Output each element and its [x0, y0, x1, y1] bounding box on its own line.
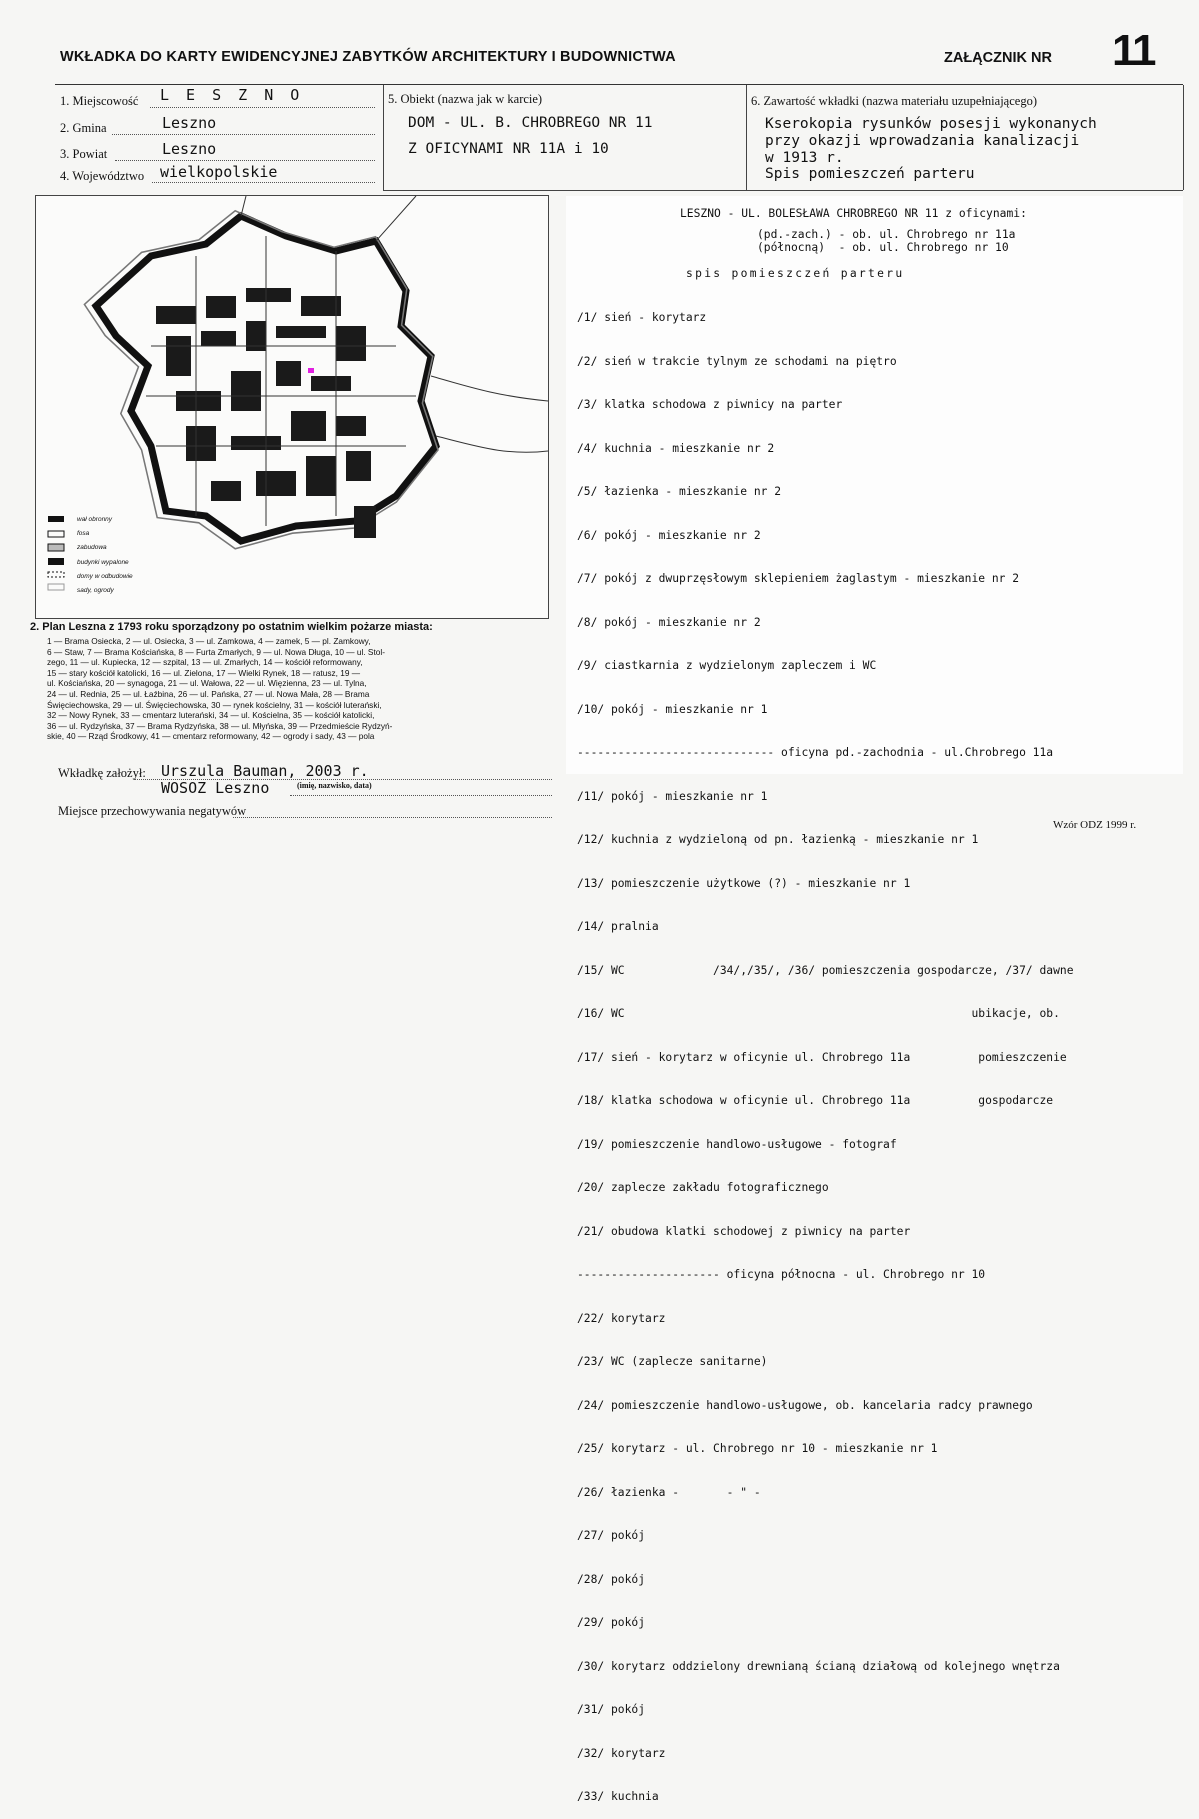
room-line: /2/ sień w trakcie tylnym ze schodami na piętro: [577, 354, 897, 368]
annex-number: 11: [1112, 26, 1155, 75]
caption-line: 36 — ul. Rydzyńska, 37 — Brama Rydzyńska, 38 — ul. Młyńska, 39 — Przedmieście Rydzyń-: [47, 720, 393, 731]
room-line: /8/ pokój - mieszkanie nr 2: [577, 615, 761, 629]
map-caption-legend: [47, 636, 547, 742]
room-line: /18/ klatka schodowa w oficynie ul. Chrobrego 11a gospodarcze: [577, 1094, 1054, 1107]
contents-line-4: Spis pomieszczeń parteru: [765, 166, 975, 182]
room-line: /10/ pokój - mieszkanie nr 1: [577, 702, 768, 716]
column-divider-2: [746, 85, 747, 190]
room-line: /14/ pralnia: [577, 920, 659, 933]
legend-label: domy w odbudowie: [77, 572, 133, 580]
info-bottom-line: [383, 190, 1183, 191]
map-legend-labels: [77, 513, 133, 598]
rooms-heading: spis pomieszczeń parteru: [686, 267, 905, 280]
room-line: /33/ kuchnia: [577, 1790, 659, 1803]
room-line: /22/ korytarz: [577, 1311, 666, 1325]
room-line: /16/ WC ubikacje, ob.: [577, 1007, 1060, 1020]
author-org: WOSOZ Leszno: [161, 779, 270, 797]
room-line: /30/ korytarz oddzielony drewnianą ścianą działową od kolejnego wnętrza: [577, 1659, 1060, 1673]
caption-line: 24 — ul. Rednia, 25 — ul. Łaźbina, 26 — ul. Pańska, 27 — ul. Nowa Mała, 28 — Brama: [47, 688, 370, 699]
room-line: /17/ sień - korytarz w oficynie ul. Chrobrego 11a pomieszczenie: [577, 1050, 1067, 1064]
caption-line: zego, 11 — ul. Kupiecka, 12 — szpital, 13 — ul. Zmarłych, 14 — kościół reformowany,: [47, 657, 363, 668]
rooms-subtitle-1: (pd.-zach.) - ob. ul. Chrobrego nr 11a: [757, 228, 1016, 241]
author-label: Wkładkę założył:: [58, 766, 146, 780]
room-line: /19/ pomieszczenie handlowo-usługowe - fotograf: [577, 1137, 897, 1151]
room-line: /21/ obudowa klatki schodowej z piwnicy na parter: [577, 1224, 911, 1238]
gmina-dots: [112, 134, 375, 135]
room-line: /32/ korytarz: [577, 1746, 666, 1760]
room-line: /25/ korytarz - ul. Chrobrego nr 10 - mieszkanie nr 1: [577, 1442, 938, 1455]
object-line-1: DOM - UL. B. CHROBREGO NR 11: [408, 115, 653, 131]
negatives-label: Miejsce przechowywania negatywów: [58, 804, 247, 818]
annex-label: ZAŁĄCZNIK NR: [944, 50, 1052, 66]
room-line: /27/ pokój: [577, 1529, 646, 1542]
caption-line: 6 — Staw, 7 — Brama Kościańska, 8 — Furta Zmarłych, 9 — ul. Nowa Długa, 10 — ul. Stol-: [47, 646, 385, 657]
miejscowosc-dots: [150, 107, 375, 108]
legend-label: sady, ogrody: [77, 587, 114, 595]
rooms-subtitle-2: (północną) - ob. ul. Chrobrego nr 10: [757, 241, 1009, 254]
caption-line: ul. Kościańska, 20 — synagoga, 21 — ul. Wałowa, 22 — ul. Więzienna, 23 — ul. Tylna,: [47, 678, 367, 689]
powiat-value: Leszno: [162, 140, 217, 158]
contents-line-1: Kserokopia rysunków posesji wykonanych: [765, 116, 1097, 132]
header-divider: [55, 84, 1183, 85]
wojewodztwo-value: wielkopolskie: [160, 163, 278, 181]
rooms-list: [577, 282, 1074, 1819]
gmina-label: 2. Gmina: [60, 121, 107, 135]
wojewodztwo-label: 4. Województwo: [60, 169, 145, 183]
author-hint: (imię, nazwisko, data): [297, 781, 372, 790]
room-line: /13/ pomieszczenie użytkowe (?) - mieszkanie nr 1: [577, 876, 911, 890]
legend-label: budynki wypalone: [77, 558, 129, 566]
room-line: ----------------------------- oficyna pd.-zachodnia - ul.Chrobrego 11a: [577, 746, 1054, 759]
map-caption-title: 2. Plan Leszna z 1793 roku sporządzony po ostatnim wielkim pożarze miasta:: [30, 621, 433, 633]
right-border: [1183, 85, 1184, 190]
legend-label: wał obronny: [77, 516, 113, 523]
room-line: /23/ WC (zaplecze sanitarne): [577, 1355, 768, 1368]
author-org-dots: [290, 795, 552, 796]
room-line: /9/ ciastkarnia z wydzielonym zapleczem i WC: [577, 659, 877, 672]
miejscowosc-label: 1. Miejscowość: [60, 94, 139, 108]
map-legend: [48, 516, 64, 590]
caption-line: 1 — Brama Osiecka, 2 — ul. Osiecka, 3 — ul. Zamkowa, 4 — zamek, 5 — pl. Zamkowy,: [47, 636, 371, 646]
miejscowosc-value: L E S Z N O: [160, 86, 304, 104]
room-line: /5/ łazienka - mieszkanie nr 2: [577, 485, 782, 498]
room-line: /29/ pokój: [577, 1616, 646, 1629]
room-line: /12/ kuchnia z wydzieloną od pn. łazienką - mieszkanie nr 1: [577, 833, 979, 846]
powiat-dots: [115, 160, 375, 161]
legend-label: zabudowa: [77, 544, 107, 552]
room-line: /11/ pokój - mieszkanie nr 1: [577, 789, 768, 803]
caption-line: Święciechowska, 29 — ul. Święciechowska, 30 — rynek kościelny, 31 — kościół luterański,: [47, 699, 382, 710]
form-title: WKŁADKA DO KARTY EWIDENCYJNEJ ZABYTKÓW ARCHITEKTURY I BUDOWNICTWA: [60, 49, 676, 65]
caption-line: skie, 40 — Rząd Środkowy, 41 — cmentarz reformowany, 42 — ogrody i sady, 43 — pola: [47, 731, 375, 742]
rooms-title: LESZNO - UL. BOLESŁAWA CHROBREGO NR 11 z oficynami:: [680, 207, 1027, 220]
room-line: /20/ zaplecze zakładu fotograficznego: [577, 1181, 829, 1194]
room-line: /1/ sień - korytarz: [577, 311, 707, 324]
room-line: /31/ pokój: [577, 1703, 646, 1716]
room-line: --------------------- oficyna północna - ul. Chrobrego nr 10: [577, 1268, 986, 1281]
form-version: Wzór ODZ 1999 r.: [1053, 819, 1137, 831]
powiat-label: 3. Powiat: [60, 147, 108, 161]
gmina-value: Leszno: [162, 114, 217, 132]
room-line: /24/ pomieszczenie handlowo-usługowe, ob. kancelaria radcy prawnego: [577, 1398, 1033, 1412]
column-divider-1: [383, 85, 384, 190]
wojewodztwo-dots: [152, 182, 375, 183]
caption-line: 15 — stary kościół katolicki, 16 — ul. Zielona, 17 — Wielki Rynek, 18 — ratusz, 19 —: [47, 667, 361, 678]
author-value: Urszula Bauman, 2003 r.: [161, 762, 369, 780]
legend-label: fosa: [77, 530, 90, 538]
room-line: /15/ WC /34/,/35/, /36/ pomieszczenia gospodarcze, /37/ dawne: [577, 963, 1074, 977]
room-line: /28/ pokój: [577, 1572, 646, 1586]
caption-line: 32 — Nowy Rynek, 33 — cmentarz luterański, 34 — ul. Kościelna, 35 — kościół katolicki,: [47, 710, 375, 721]
room-line: /4/ kuchnia - mieszkanie nr 2: [577, 441, 775, 455]
negatives-dots: [233, 817, 552, 818]
room-line: /7/ pokój z dwuprzęsłowym sklepieniem żaglastym - mieszkanie nr 2: [577, 572, 1020, 585]
object-line-2: Z OFICYNAMI NR 11A i 10: [408, 141, 609, 157]
contents-line-3: w 1913 r.: [765, 150, 844, 166]
contents-line-2: przy okazji wprowadzania kanalizacji: [765, 133, 1080, 149]
room-line: /3/ klatka schodowa z piwnicy na parter: [577, 398, 843, 411]
contents-label: 6. Zawartość wkładki (nazwa materiału uzupełniającego): [751, 94, 1037, 108]
object-label: 5. Obiekt (nazwa jak w karcie): [388, 92, 543, 106]
room-line: /26/ łazienka - - " -: [577, 1485, 761, 1499]
room-line: /6/ pokój - mieszkanie nr 2: [577, 528, 761, 542]
